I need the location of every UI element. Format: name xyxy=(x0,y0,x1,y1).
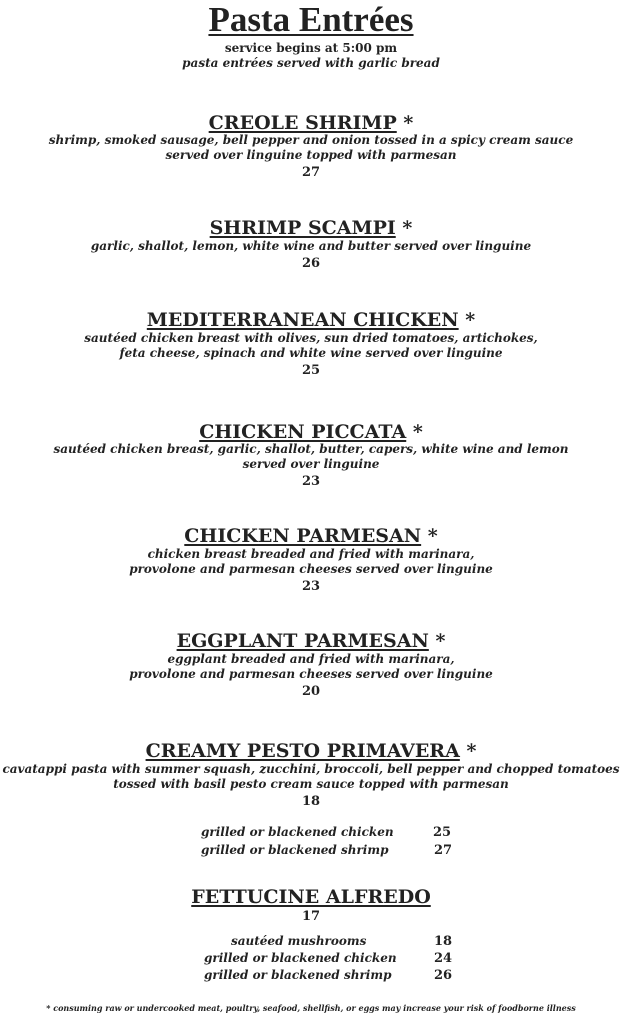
addon-price: 25 xyxy=(433,825,452,840)
item-price: 20 xyxy=(301,684,321,699)
item-price: 18 xyxy=(301,794,321,809)
item-description: served over linguine xyxy=(242,457,380,471)
addon-price: 26 xyxy=(434,968,453,983)
item-heading xyxy=(0,525,622,547)
item-heading xyxy=(0,217,622,239)
service-note: service begins at 5:00 pm xyxy=(224,41,398,55)
item-price: 27 xyxy=(301,165,321,180)
item-name: CREOLE SHRIMP xyxy=(208,112,397,134)
item-marker: * xyxy=(403,112,414,134)
item-description: tossed with basil pesto cream sauce topped with parmesan xyxy=(113,777,509,791)
item-name: EGGPLANT PARMESAN xyxy=(176,630,429,652)
item-name: MEDITERRANEAN CHICKEN xyxy=(146,309,459,331)
addon-label: grilled or blackened chicken xyxy=(201,825,394,839)
item-description: provolone and parmesan cheeses served over linguine xyxy=(129,667,493,681)
addon-label: grilled or blackened chicken xyxy=(204,951,397,965)
bread-note: pasta entrées served with garlic bread xyxy=(182,56,440,70)
item-marker: * xyxy=(402,217,413,239)
item-description: feta cheese, spinach and white wine served over linguine xyxy=(119,346,503,360)
addon-price: 18 xyxy=(434,934,453,949)
item-description: provolone and parmesan cheeses served over linguine xyxy=(129,562,493,576)
item-price: 23 xyxy=(301,474,321,489)
item-price: 23 xyxy=(301,579,321,594)
addon-price: 24 xyxy=(434,951,453,966)
item-heading xyxy=(0,421,622,443)
item-description: sautéed chicken breast with olives, sun dried tomatoes, artichokes, xyxy=(84,331,538,345)
addon-label: sautéed mushrooms xyxy=(231,934,367,948)
item-name: CHICKEN PARMESAN xyxy=(184,525,422,547)
item-price: 26 xyxy=(301,256,321,271)
item-description: served over linguine topped with parmesan xyxy=(165,148,457,162)
item-description: chicken breast breaded and fried with marinara, xyxy=(147,547,475,561)
item-description: garlic, shallot, lemon, white wine and butter served over linguine xyxy=(90,239,532,253)
item-marker: * xyxy=(412,421,423,443)
item-name: CHICKEN PICCATA xyxy=(199,421,407,443)
item-marker: * xyxy=(427,525,438,547)
item-marker: * xyxy=(465,309,476,331)
item-marker: * xyxy=(435,630,446,652)
item-description: sautéed chicken breast, garlic, shallot, butter, capers, white wine and lemon xyxy=(53,442,569,456)
page-title: Pasta Entrées xyxy=(208,0,414,39)
item-heading xyxy=(0,630,622,652)
item-name: FETTUCINE ALFREDO xyxy=(191,886,431,908)
allergen-footnote: * consuming raw or undercooked meat, poultry, seafood, shellfish, or eggs may increase your risk of foodborne illness xyxy=(46,1003,576,1013)
item-price: 17 xyxy=(301,909,321,924)
item-description: shrimp, smoked sausage, bell pepper and onion tossed in a spicy cream sauce xyxy=(48,133,574,147)
item-price: 25 xyxy=(301,363,321,378)
addon-price: 27 xyxy=(434,843,453,858)
item-description: cavatappi pasta with summer squash, zucchini, broccoli, bell pepper and chopped tomatoes xyxy=(2,762,620,776)
item-description: eggplant breaded and fried with marinara, xyxy=(167,652,455,666)
item-name: SHRIMP SCAMPI xyxy=(209,217,396,239)
item-heading xyxy=(0,886,622,908)
addon-label: grilled or blackened shrimp xyxy=(204,968,392,982)
item-heading xyxy=(0,309,622,331)
item-name: CREAMY PESTO PRIMAVERA xyxy=(145,740,460,762)
addon-label: grilled or blackened shrimp xyxy=(201,843,389,857)
item-heading xyxy=(0,112,622,134)
item-heading xyxy=(0,740,622,762)
item-marker: * xyxy=(466,740,477,762)
